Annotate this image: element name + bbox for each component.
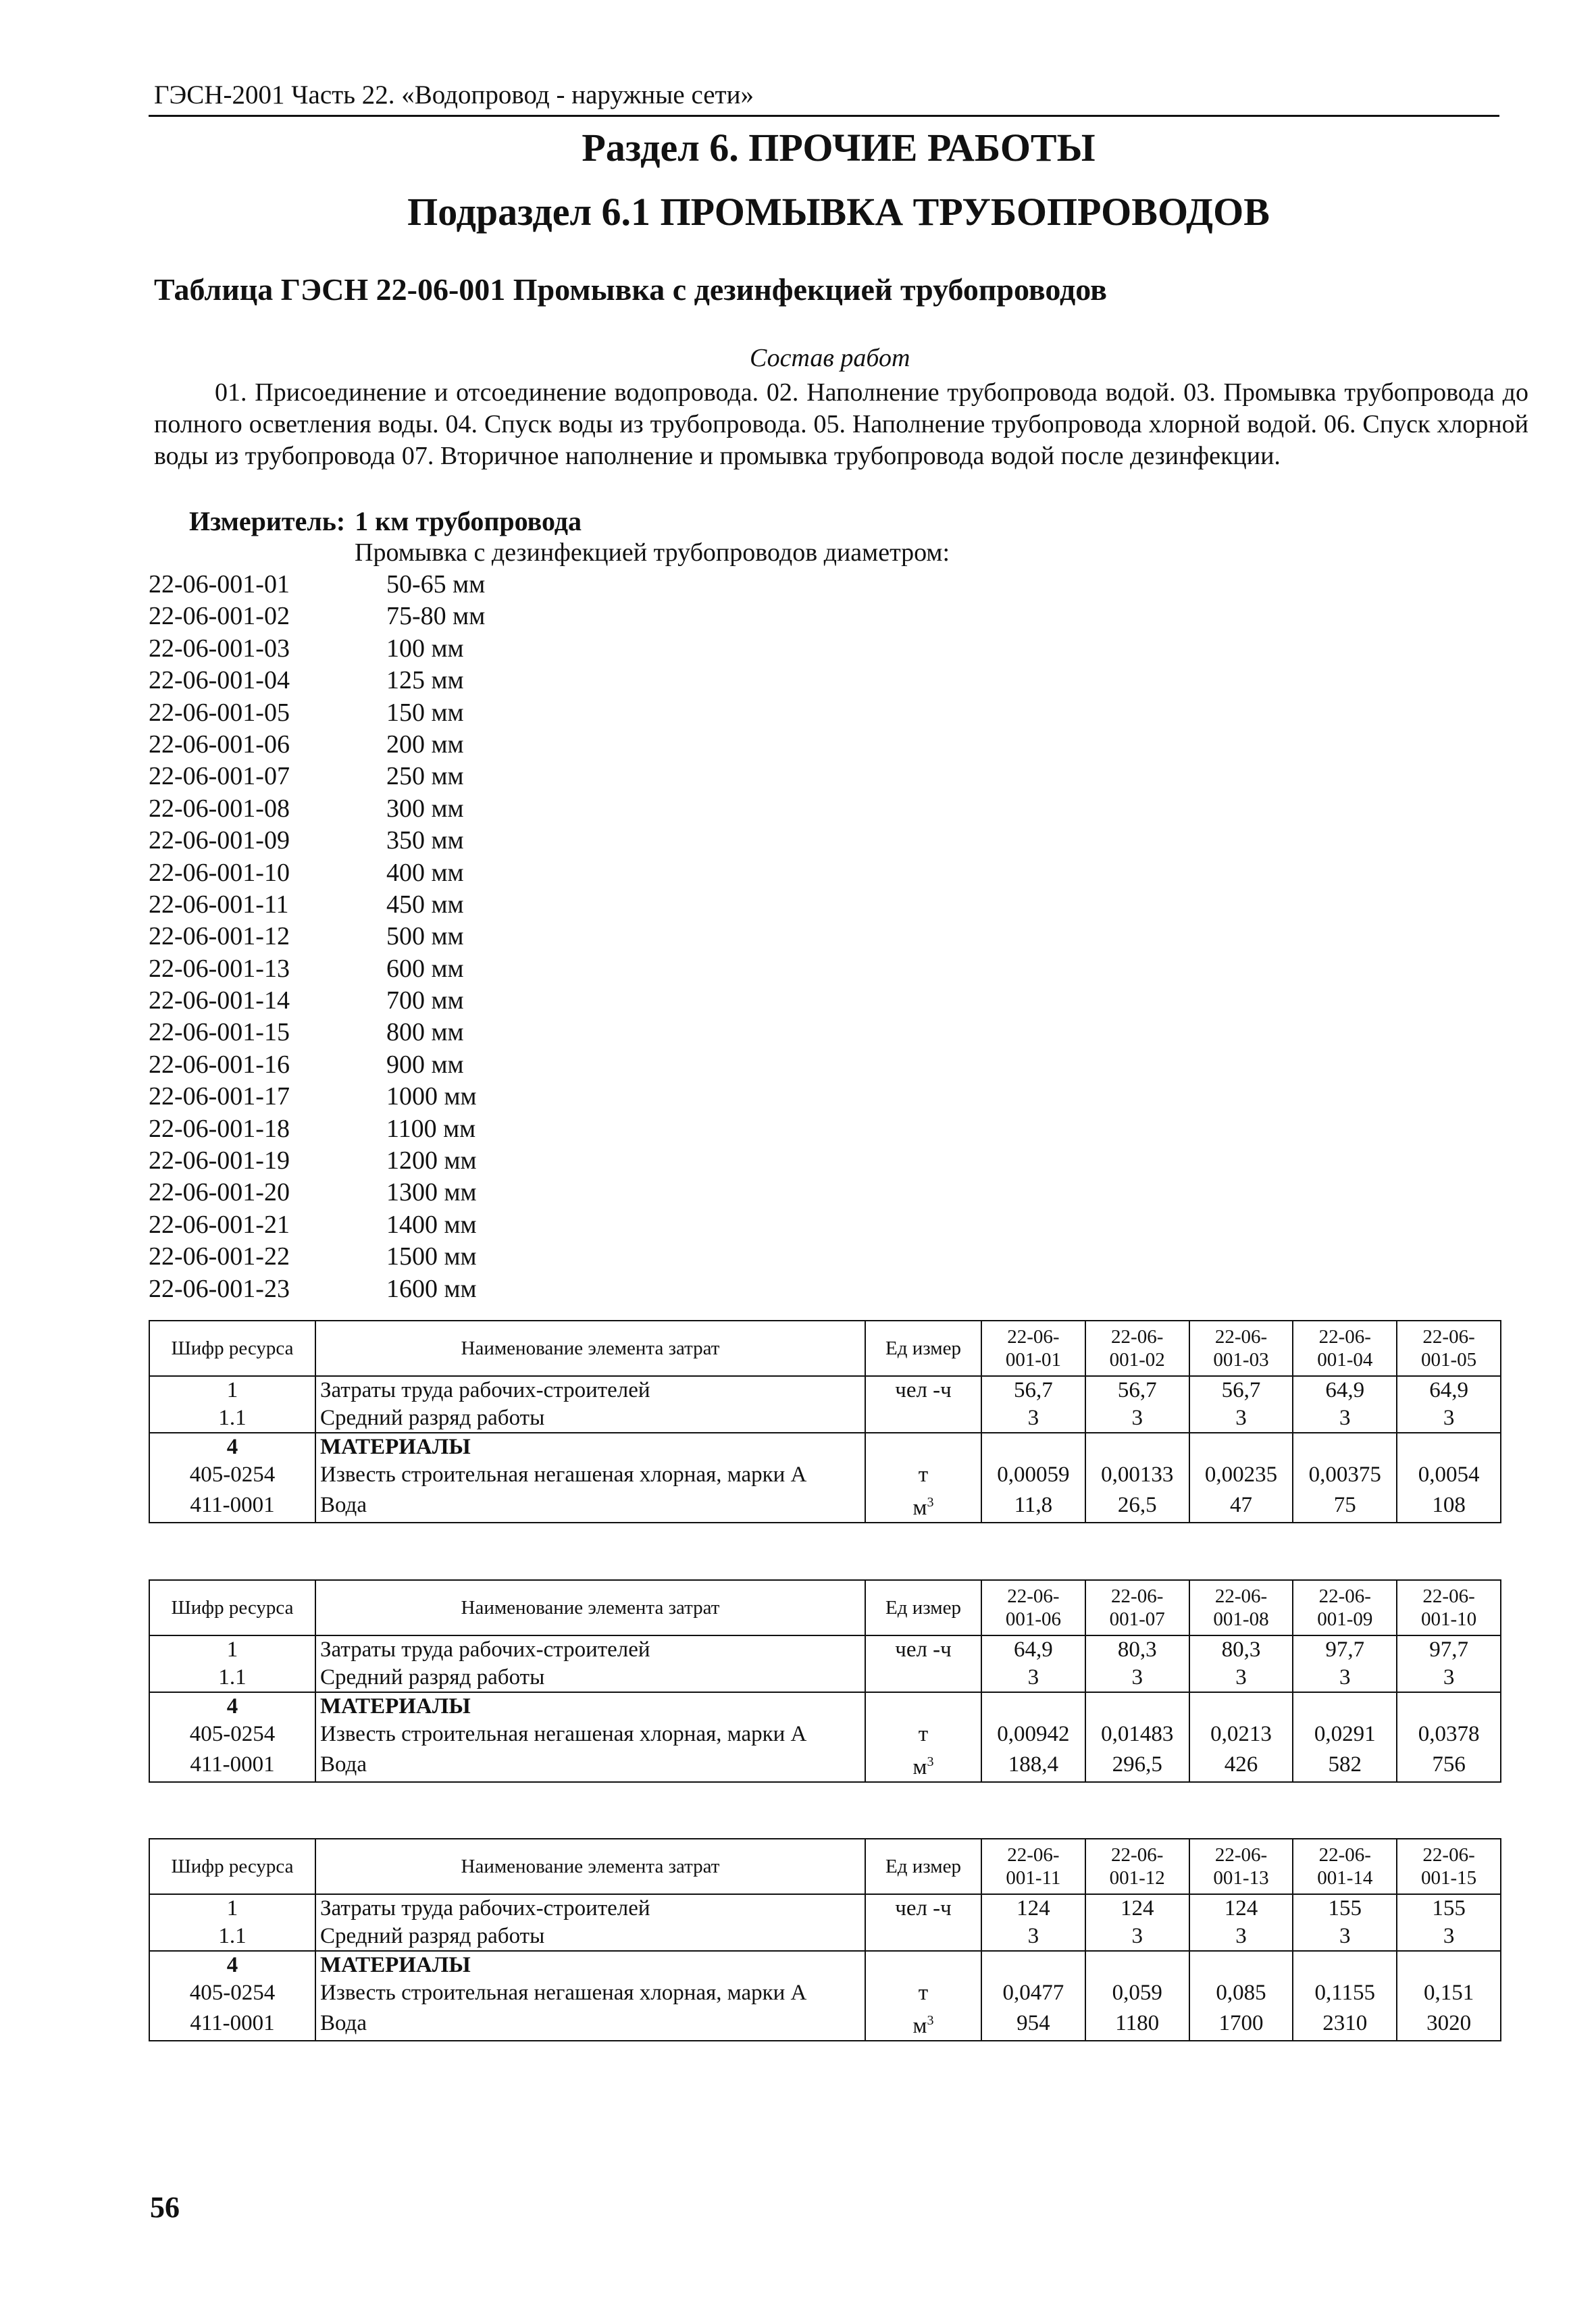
norm-value: 0,085	[1189, 1979, 1293, 2007]
norm-code-line1: 22-06-	[1318, 1844, 1371, 1866]
norm-code-line2: 001-10	[1421, 1608, 1477, 1630]
grade-row	[149, 1923, 1501, 1951]
item-size: 300 мм	[386, 794, 464, 823]
norm-value: 56,7	[1085, 1376, 1189, 1404]
resource-code: 4	[149, 1951, 315, 1979]
norm-code-line1: 22-06-	[1214, 1585, 1268, 1607]
section-title: Раздел 6. ПРОЧИЕ РАБОТЫ	[582, 126, 1096, 170]
norm-value: 11,8	[981, 1489, 1085, 1523]
norm-value	[1397, 1692, 1501, 1721]
cost-element-name: Вода	[315, 1489, 865, 1523]
norms-table-1	[149, 1320, 1501, 1523]
norm-value: 3	[1397, 1923, 1501, 1951]
norm-code-line1: 22-06-	[1318, 1326, 1371, 1348]
resource-code: 405-0254	[149, 1721, 315, 1748]
item-code: 22-06-001-06	[149, 730, 290, 759]
norm-code-line2: 001-04	[1317, 1349, 1373, 1371]
item-code: 22-06-001-04	[149, 666, 290, 695]
norm-value: 80,3	[1189, 1635, 1293, 1664]
norm-value: 954	[981, 2007, 1085, 2041]
item-code: 22-06-001-21	[149, 1210, 290, 1239]
item-code: 22-06-001-01	[149, 570, 290, 599]
norm-value: 3	[1397, 1664, 1501, 1692]
composition-label: Состав работ	[750, 344, 910, 372]
item-size: 800 мм	[386, 1018, 464, 1047]
grade-row	[149, 1664, 1501, 1692]
norms-table-2	[149, 1579, 1501, 1783]
table-header-row	[149, 1580, 1501, 1635]
norm-value	[1189, 1692, 1293, 1721]
lime-row	[149, 1721, 1501, 1748]
norm-code-line2: 001-15	[1421, 1867, 1477, 1889]
unit	[865, 1376, 981, 1404]
item-code: 22-06-001-02	[149, 602, 290, 631]
unit-text: чел -ч	[895, 1378, 952, 1402]
unit-text: т	[918, 1981, 929, 2005]
header-code: Шифр ресурса	[149, 1321, 315, 1376]
norm-value: 0,0054	[1397, 1461, 1501, 1489]
item-size: 1000 мм	[386, 1082, 477, 1111]
resource-code: 4	[149, 1433, 315, 1461]
table-title: Таблица ГЭСН 22-06-001 Промывка с дезинфекцией трубопроводов	[154, 272, 1107, 307]
norm-value	[1189, 1951, 1293, 1979]
norm-value: 188,4	[981, 1748, 1085, 1782]
norm-value	[1085, 1692, 1189, 1721]
meter	[189, 505, 582, 537]
materials-row	[149, 1951, 1501, 1979]
header-divider	[149, 115, 1499, 117]
norm-value: 3020	[1397, 2007, 1501, 2041]
resource-code: 405-0254	[149, 1979, 315, 2007]
norm-value: 56,7	[1189, 1376, 1293, 1404]
item-size: 600 мм	[386, 954, 464, 983]
norm-value: 56,7	[981, 1376, 1085, 1404]
norm-value: 0,00235	[1189, 1461, 1293, 1489]
unit-text: чел -ч	[895, 1637, 952, 1662]
norm-code-line1: 22-06-	[1111, 1585, 1164, 1607]
item-code: 22-06-001-09	[149, 826, 290, 855]
norm-value: 582	[1293, 1748, 1397, 1782]
item-size: 1400 мм	[386, 1210, 477, 1239]
norm-value	[1293, 1951, 1397, 1979]
materials-row	[149, 1433, 1501, 1461]
table-header-row	[149, 1321, 1501, 1376]
norm-code-line2: 001-14	[1317, 1867, 1373, 1889]
norm-value: 3	[1293, 1404, 1397, 1433]
item-size: 900 мм	[386, 1050, 464, 1079]
norm-value: 0,059	[1085, 1979, 1189, 2007]
header-norm-code	[1085, 1580, 1189, 1635]
item-code: 22-06-001-18	[149, 1114, 290, 1143]
item-code: 22-06-001-10	[149, 858, 290, 887]
norm-value	[1085, 1433, 1189, 1461]
header-norm-code	[1397, 1839, 1501, 1894]
unit-exponent: 3	[927, 2013, 934, 2028]
resource-code: 411-0001	[149, 1748, 315, 1782]
unit-text: т	[918, 1463, 929, 1487]
resource-code: 1	[149, 1376, 315, 1404]
norm-value: 2310	[1293, 2007, 1397, 2041]
item-size: 500 мм	[386, 922, 464, 951]
norm-code-line2: 001-13	[1213, 1867, 1269, 1889]
unit	[865, 1923, 981, 1951]
item-size: 700 мм	[386, 986, 464, 1015]
header-norm-code	[1189, 1839, 1293, 1894]
norm-value: 3	[981, 1923, 1085, 1951]
cost-element-name: Затраты труда рабочих-строителей	[315, 1894, 865, 1923]
unit	[865, 1979, 981, 2007]
norm-value: 0,0213	[1189, 1721, 1293, 1748]
norm-code-line1: 22-06-	[1111, 1844, 1164, 1866]
norm-code-line1: 22-06-	[1422, 1326, 1475, 1348]
norm-value: 1700	[1189, 2007, 1293, 2041]
unit	[865, 1489, 981, 1523]
table-header-row	[149, 1839, 1501, 1894]
cost-element-name: МАТЕРИАЛЫ	[315, 1692, 865, 1721]
header-norm-code	[1293, 1839, 1397, 1894]
resource-code: 1	[149, 1894, 315, 1923]
item-size: 50-65 мм	[386, 570, 486, 599]
cost-element-name: Известь строительная негашеная хлорная, марки А	[315, 1979, 865, 2007]
cost-element-name: Вода	[315, 1748, 865, 1782]
norm-value: 124	[1085, 1894, 1189, 1923]
grade-row	[149, 1404, 1501, 1433]
norm-value: 155	[1397, 1894, 1501, 1923]
norm-value: 0,00942	[981, 1721, 1085, 1748]
water-row	[149, 1489, 1501, 1523]
meter-value: 1 км трубопровода	[355, 506, 582, 536]
norms-table-3	[149, 1838, 1501, 2041]
unit	[865, 1951, 981, 1979]
norm-value: 0,00133	[1085, 1461, 1189, 1489]
norm-code-line2: 001-06	[1005, 1608, 1061, 1630]
norm-value: 0,0477	[981, 1979, 1085, 2007]
meter-label: Измеритель:	[189, 506, 346, 536]
norm-value: 3	[1085, 1664, 1189, 1692]
header-norm-code	[1397, 1580, 1501, 1635]
norm-value: 426	[1189, 1748, 1293, 1782]
item-size: 75-80 мм	[386, 602, 486, 631]
lime-row	[149, 1979, 1501, 2007]
running-header: ГЭСН-2001 Часть 22. «Водопровод - наружные сети»	[154, 80, 754, 109]
unit	[865, 1748, 981, 1782]
item-size: 1600 мм	[386, 1274, 477, 1303]
cost-element-name: Затраты труда рабочих-строителей	[315, 1635, 865, 1664]
header-name: Наименование элемента затрат	[315, 1839, 865, 1894]
norm-value: 3	[981, 1664, 1085, 1692]
header-norm-code	[981, 1839, 1085, 1894]
resource-code: 1.1	[149, 1923, 315, 1951]
item-code: 22-06-001-05	[149, 698, 290, 727]
header-norm-code	[981, 1321, 1085, 1376]
unit	[865, 1433, 981, 1461]
unit	[865, 1635, 981, 1664]
norm-code-line2: 001-03	[1213, 1349, 1269, 1371]
norm-value: 64,9	[1293, 1376, 1397, 1404]
header-code: Шифр ресурса	[149, 1580, 315, 1635]
norm-value: 756	[1397, 1748, 1501, 1782]
item-code: 22-06-001-19	[149, 1146, 290, 1175]
norm-value: 0,151	[1397, 1979, 1501, 2007]
resource-code: 405-0254	[149, 1461, 315, 1489]
norm-value: 0,1155	[1293, 1979, 1397, 2007]
norm-value: 108	[1397, 1489, 1501, 1523]
norm-code-line1: 22-06-	[1111, 1326, 1164, 1348]
item-size: 100 мм	[386, 634, 464, 663]
norm-code-line2: 001-02	[1109, 1349, 1165, 1371]
unit	[865, 1461, 981, 1489]
cost-element-name: Вода	[315, 2007, 865, 2041]
header-norm-code	[1293, 1321, 1397, 1376]
norm-value: 80,3	[1085, 1635, 1189, 1664]
norm-value: 0,01483	[1085, 1721, 1189, 1748]
norm-code-line2: 001-05	[1421, 1349, 1477, 1371]
norm-code-line1: 22-06-	[1422, 1844, 1475, 1866]
norm-code-line1: 22-06-	[1214, 1326, 1268, 1348]
header-norm-code	[1085, 1839, 1189, 1894]
cost-element-name: Средний разряд работы	[315, 1664, 865, 1692]
header-name: Наименование элемента затрат	[315, 1580, 865, 1635]
norm-value: 0,0378	[1397, 1721, 1501, 1748]
item-sizes-list	[386, 569, 485, 1305]
norm-value	[1397, 1433, 1501, 1461]
resource-code: 1	[149, 1635, 315, 1664]
norm-value	[1189, 1433, 1293, 1461]
norm-code-line2: 001-08	[1213, 1608, 1269, 1630]
header-unit: Ед измер	[865, 1580, 981, 1635]
item-size: 350 мм	[386, 826, 464, 855]
item-size: 250 мм	[386, 762, 464, 791]
item-code: 22-06-001-22	[149, 1242, 290, 1271]
resource-code: 4	[149, 1692, 315, 1721]
norm-code-line1: 22-06-	[1007, 1844, 1060, 1866]
item-size: 125 мм	[386, 666, 464, 695]
unit	[865, 2007, 981, 2041]
header-norm-code	[1189, 1321, 1293, 1376]
resource-code: 411-0001	[149, 1489, 315, 1523]
norm-value: 3	[1189, 1664, 1293, 1692]
norm-value: 97,7	[1293, 1635, 1397, 1664]
item-code: 22-06-001-12	[149, 922, 290, 951]
norm-value: 1180	[1085, 2007, 1189, 2041]
cost-element-name: МАТЕРИАЛЫ	[315, 1951, 865, 1979]
unit	[865, 1721, 981, 1748]
header-norm-code	[1397, 1321, 1501, 1376]
item-size: 1500 мм	[386, 1242, 477, 1271]
norm-code-line1: 22-06-	[1318, 1585, 1371, 1607]
norm-value: 155	[1293, 1894, 1397, 1923]
norm-value: 75	[1293, 1489, 1397, 1523]
cost-element-name: Известь строительная негашеная хлорная, марки А	[315, 1721, 865, 1748]
norm-value: 124	[1189, 1894, 1293, 1923]
item-code: 22-06-001-14	[149, 986, 290, 1015]
item-code: 22-06-001-15	[149, 1018, 290, 1047]
subsection-title: Подраздел 6.1 ПРОМЫВКА ТРУБОПРОВОДОВ	[407, 190, 1270, 234]
labor-row	[149, 1376, 1501, 1404]
header-norm-code	[981, 1580, 1085, 1635]
resource-code: 1.1	[149, 1404, 315, 1433]
norm-value: 296,5	[1085, 1748, 1189, 1782]
norm-value: 0,0291	[1293, 1721, 1397, 1748]
unit	[865, 1664, 981, 1692]
item-size: 1300 мм	[386, 1178, 477, 1207]
norm-value	[1293, 1433, 1397, 1461]
unit-text: т	[918, 1722, 929, 1746]
norm-code-line2: 001-11	[1006, 1867, 1061, 1889]
header-code: Шифр ресурса	[149, 1839, 315, 1894]
norm-value: 64,9	[1397, 1376, 1501, 1404]
unit-text: м	[912, 1755, 927, 1779]
norm-value: 3	[1085, 1404, 1189, 1433]
norm-value	[981, 1692, 1085, 1721]
norm-code-line1: 22-06-	[1422, 1585, 1475, 1607]
item-code: 22-06-001-20	[149, 1178, 290, 1207]
unit-exponent: 3	[927, 1495, 934, 1510]
norm-value: 64,9	[981, 1635, 1085, 1664]
norm-code-line2: 001-01	[1005, 1349, 1061, 1371]
norm-code-line1: 22-06-	[1214, 1844, 1268, 1866]
resource-code: 411-0001	[149, 2007, 315, 2041]
item-code: 22-06-001-03	[149, 634, 290, 663]
header-norm-code	[1085, 1321, 1189, 1376]
norm-value: 0,00059	[981, 1461, 1085, 1489]
labor-row	[149, 1894, 1501, 1923]
norm-value	[1085, 1951, 1189, 1979]
unit-text: чел -ч	[895, 1896, 952, 1921]
cost-element-name: Затраты труда рабочих-строителей	[315, 1376, 865, 1404]
item-code: 22-06-001-11	[149, 890, 289, 919]
norm-code-line1: 22-06-	[1007, 1326, 1060, 1348]
norm-value: 47	[1189, 1489, 1293, 1523]
water-row	[149, 1748, 1501, 1782]
item-code: 22-06-001-17	[149, 1082, 290, 1111]
item-size: 1200 мм	[386, 1146, 477, 1175]
materials-row	[149, 1692, 1501, 1721]
header-norm-code	[1189, 1580, 1293, 1635]
norm-value: 3	[1085, 1923, 1189, 1951]
header-norm-code	[1293, 1580, 1397, 1635]
norm-value: 3	[1397, 1404, 1501, 1433]
item-size: 1100 мм	[386, 1114, 476, 1143]
diameters-heading: Промывка с дезинфекцией трубопроводов диаметром:	[355, 538, 950, 567]
norm-value	[1397, 1951, 1501, 1979]
item-size: 200 мм	[386, 730, 464, 759]
norm-value: 3	[1293, 1923, 1397, 1951]
header-unit: Ед измер	[865, 1839, 981, 1894]
norm-code-line2: 001-07	[1109, 1608, 1165, 1630]
resource-code: 1.1	[149, 1664, 315, 1692]
unit-exponent: 3	[927, 1754, 934, 1769]
lime-row	[149, 1461, 1501, 1489]
norm-value	[981, 1951, 1085, 1979]
norm-value: 3	[981, 1404, 1085, 1433]
page-number: 56	[150, 2191, 180, 2224]
norm-value: 26,5	[1085, 1489, 1189, 1523]
norm-value	[981, 1433, 1085, 1461]
norm-value: 124	[981, 1894, 1085, 1923]
item-code: 22-06-001-07	[149, 762, 290, 791]
item-size: 450 мм	[386, 890, 464, 919]
cost-element-name: МАТЕРИАЛЫ	[315, 1433, 865, 1461]
norm-value	[1293, 1692, 1397, 1721]
norm-value: 97,7	[1397, 1635, 1501, 1664]
cost-element-name: Известь строительная негашеная хлорная, марки А	[315, 1461, 865, 1489]
unit-text: м	[912, 1496, 927, 1520]
header-name: Наименование элемента затрат	[315, 1321, 865, 1376]
norm-value: 3	[1293, 1664, 1397, 1692]
norm-code-line2: 001-09	[1317, 1608, 1373, 1630]
item-size: 400 мм	[386, 858, 464, 887]
norm-value: 0,00375	[1293, 1461, 1397, 1489]
unit	[865, 1404, 981, 1433]
water-row	[149, 2007, 1501, 2041]
item-code: 22-06-001-08	[149, 794, 290, 823]
item-code: 22-06-001-23	[149, 1274, 290, 1303]
labor-row	[149, 1635, 1501, 1664]
composition-text: 01. Присоединение и отсоединение водопровода. 02. Наполнение трубопровода водой. 03. Промывка трубопровода до полного осветления воды. 04. Спуск воды из трубопровода. 05. Наполнение трубопровода хлорной водой. 06. Спуск хлорной воды из трубопровода 07. Вторичное наполнение и промывка трубопровода водой после дезинфекции.	[154, 378, 1528, 470]
item-code: 22-06-001-13	[149, 954, 290, 983]
item-codes-list	[149, 569, 290, 1305]
cost-element-name: Средний разряд работы	[315, 1923, 865, 1951]
unit	[865, 1894, 981, 1923]
item-code: 22-06-001-16	[149, 1050, 290, 1079]
item-size: 150 мм	[386, 698, 464, 727]
unit	[865, 1692, 981, 1721]
header-unit: Ед измер	[865, 1321, 981, 1376]
norm-value: 3	[1189, 1404, 1293, 1433]
norm-code-line2: 001-12	[1109, 1867, 1165, 1889]
cost-element-name: Средний разряд работы	[315, 1404, 865, 1433]
norm-code-line1: 22-06-	[1007, 1585, 1060, 1607]
norm-value: 3	[1189, 1923, 1293, 1951]
unit-text: м	[912, 2014, 927, 2038]
